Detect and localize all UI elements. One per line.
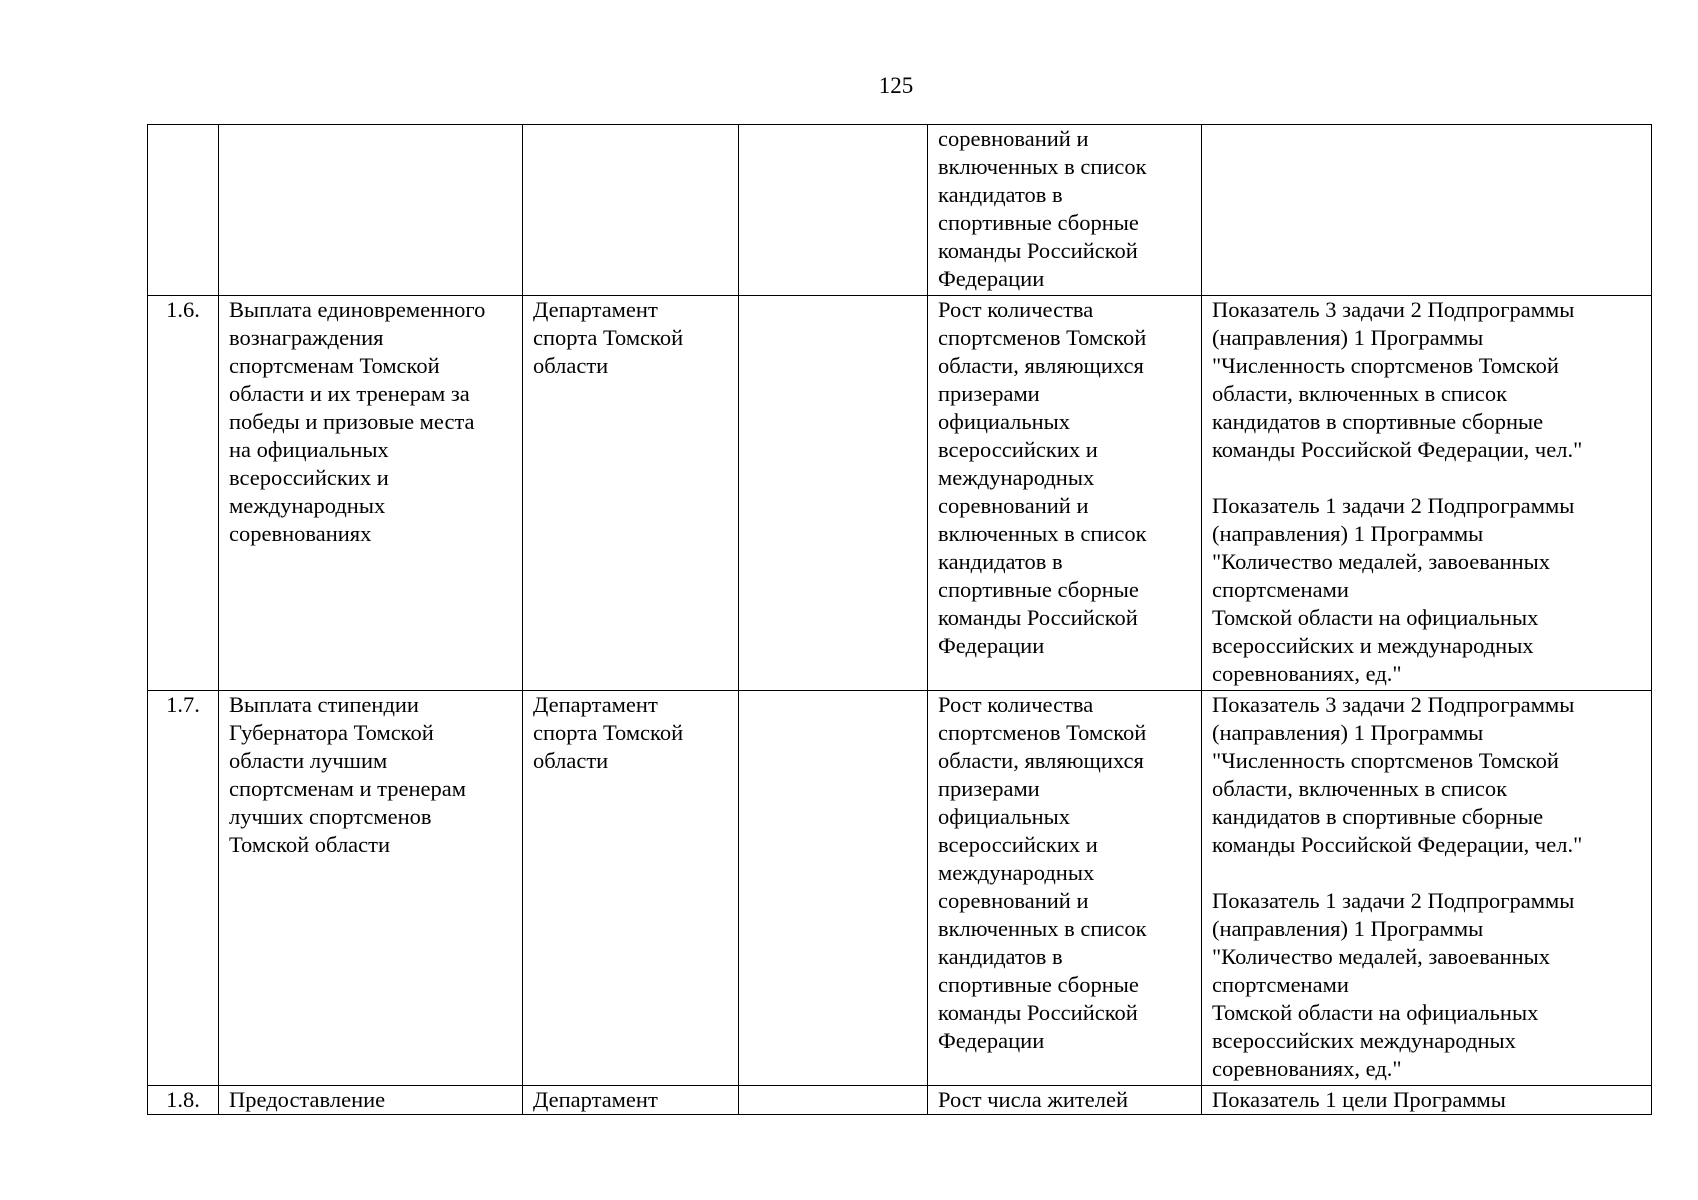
empty-cell xyxy=(739,296,928,691)
result-cell: Рост числа жителей xyxy=(928,1086,1202,1115)
table-row xyxy=(148,691,1652,1086)
table-row xyxy=(148,125,1652,296)
activity-cell: Выплата единовременного вознаграждения спортсменам Томской области и их тренерам за победы и призовые места на официальных всероссийских и международных соревнованиях xyxy=(219,296,523,691)
measures-table xyxy=(147,124,1652,1115)
result-cell: Рост количества спортсменов Томской области, являющихся призерами официальных всероссийских и международных соревнований и включенных в список кандидатов в спортивные сборные команды Российской Федерации xyxy=(928,296,1202,691)
empty-cell xyxy=(739,1086,928,1115)
activity-cell xyxy=(219,125,523,296)
result-cell: Рост количества спортсменов Томской области, являющихся призерами официальных всероссийских и международных соревнований и включенных в список кандидатов в спортивные сборные команды Российской Федерации xyxy=(928,691,1202,1086)
row-number-cell: 1.8. xyxy=(148,1086,219,1115)
row-number-cell xyxy=(148,125,219,296)
empty-cell xyxy=(739,691,928,1086)
executor-cell xyxy=(523,125,739,296)
executor-cell: Департамент xyxy=(523,1086,739,1115)
result-cell: соревнований и включенных в список кандидатов в спортивные сборные команды Российской Федерации xyxy=(928,125,1202,296)
executor-cell: Департамент спорта Томской области xyxy=(523,296,739,691)
table-row xyxy=(148,296,1652,691)
empty-cell xyxy=(739,125,928,296)
row-number-cell: 1.7. xyxy=(148,691,219,1086)
table-row xyxy=(148,1086,1652,1115)
row-number-cell: 1.6. xyxy=(148,296,219,691)
executor-cell: Департамент спорта Томской области xyxy=(523,691,739,1086)
indicator-cell xyxy=(1202,125,1652,296)
activity-cell: Предоставление xyxy=(219,1086,523,1115)
indicator-cell: Показатель 3 задачи 2 Подпрограммы (направления) 1 Программы "Численность спортсменов Томской области, включенных в список кандидатов в спортивные сборные команды Российской Федерации, чел." Показатель 1 задачи 2 Подпрограммы (направления) 1 Программы "Количество медалей, завоеванных спортсменами Томской области на официальных всероссийских и международных соревнованиях, ед." xyxy=(1202,296,1652,691)
page-number: 125 xyxy=(878,73,914,98)
activity-cell: Выплата стипендии Губернатора Томской области лучшим спортсменам и тренерам лучших спортсменов Томской области xyxy=(219,691,523,1086)
indicator-cell: Показатель 3 задачи 2 Подпрограммы (направления) 1 Программы "Численность спортсменов Томской области, включенных в список кандидатов в спортивные сборные команды Российской Федерации, чел." Показатель 1 задачи 2 Подпрограммы (направления) 1 Программы "Количество медалей, завоеванных спортсменами Томской области на официальных всероссийских международных соревнованиях, ед." xyxy=(1202,691,1652,1086)
indicator-cell: Показатель 1 цели Программы xyxy=(1202,1086,1652,1115)
